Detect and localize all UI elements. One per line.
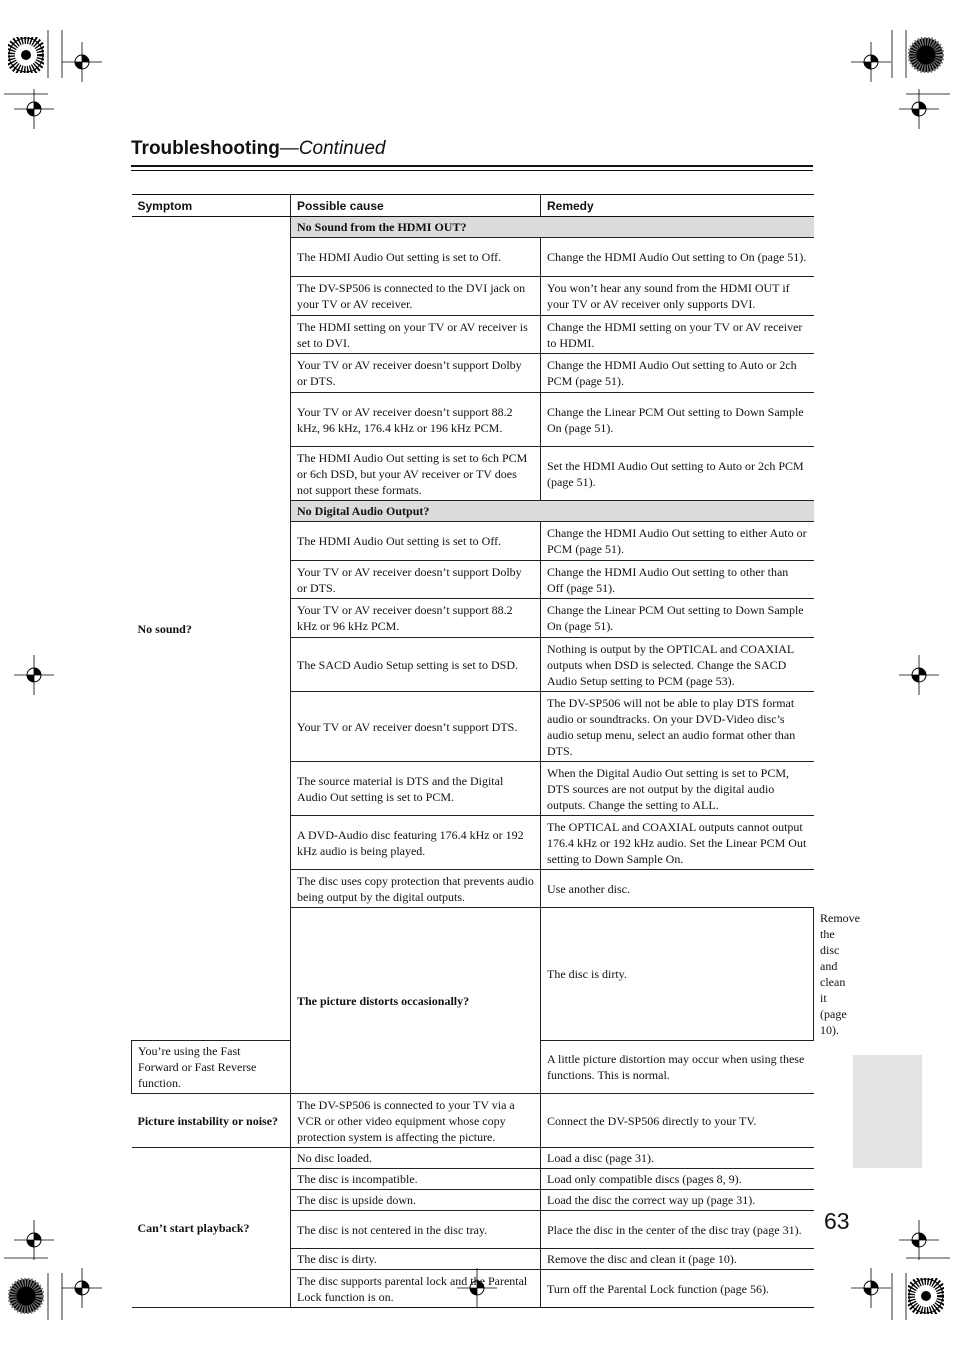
cause-cell: The HDMI setting on your TV or AV receiver is set to DVI. <box>291 316 541 354</box>
symptom-cell: No sound? <box>132 217 291 1041</box>
side-tab <box>853 1055 922 1168</box>
remedy-cell: The DV-SP506 will not be able to play DTS format audio or soundtracks. On your DVD-Video disc’s audio setup menu, select an audio format other than DTS. <box>541 692 814 762</box>
page-title-continued: —Continued <box>279 138 386 159</box>
cause-cell: The disc uses copy protection that prevents audio being output by the digital outputs. <box>291 870 541 908</box>
cause-cell: The disc is dirty. <box>291 1249 541 1270</box>
cause-cell: A DVD-Audio disc featuring 176.4 kHz or 192 kHz audio is being played. <box>291 816 541 870</box>
remedy-cell: You won’t hear any sound from the HDMI OUT if your TV or AV receiver only supports DVI. <box>541 277 814 316</box>
remedy-cell: Turn off the Parental Lock function (page 56). <box>541 1270 814 1308</box>
remedy-cell: When the Digital Audio Out setting is set to PCM, DTS sources are not output by the digital audio outputs. Change the setting to ALL. <box>541 762 814 816</box>
remedy-cell: A little picture distortion may occur when using these functions. This is normal. <box>541 1041 814 1094</box>
remedy-cell: Change the HDMI setting on your TV or AV receiver to HDMI. <box>541 316 814 354</box>
remedy-cell: Change the HDMI Audio Out setting to either Auto or PCM (page 51). <box>541 522 814 561</box>
header-remedy: Remedy <box>541 195 814 217</box>
cause-cell: The disc is not centered in the disc tray. <box>291 1211 541 1249</box>
cause-cell: The source material is DTS and the Digital Audio Out setting is set to PCM. <box>291 762 541 816</box>
remedy-cell: Change the Linear PCM Out setting to Down Sample On (page 51). <box>541 393 814 447</box>
symptom-cell: Picture instability or noise? <box>132 1094 291 1148</box>
remedy-cell: Set the HDMI Audio Out setting to Auto or 2ch PCM (page 51). <box>541 447 814 501</box>
cause-cell: You’re using the Fast Forward or Fast Reverse function. <box>132 1041 291 1094</box>
table-row: The picture distorts occasionally? The disc is dirty. Remove the disc and clean it (page 10). <box>132 908 814 1041</box>
remedy-cell: Change the HDMI Audio Out setting to On (page 51). <box>541 238 814 277</box>
page-title-main: Troubleshooting <box>131 138 280 159</box>
table-header-row <box>132 195 814 217</box>
cause-cell: The disc is upside down. <box>291 1190 541 1211</box>
section-heading: No Digital Audio Output? <box>291 501 814 522</box>
header-possible-cause: Possible cause <box>291 195 541 217</box>
cause-cell: The HDMI Audio Out setting is set to Off. <box>291 522 541 561</box>
table-row <box>132 1094 814 1148</box>
cause-cell: The DV-SP506 is connected to the DVI jack on your TV or AV receiver. <box>291 277 541 316</box>
page-number: 63 <box>824 1208 850 1234</box>
cause-cell: The disc supports parental lock and the Parental Lock function is on. <box>291 1270 541 1308</box>
header-symptom: Symptom <box>132 195 291 217</box>
remedy-cell: Place the disc in the center of the disc tray (page 31). <box>541 1211 814 1249</box>
table-row <box>132 1148 814 1169</box>
cause-cell: The DV-SP506 is connected to your TV via a VCR or other video equipment whose copy protection system is affecting the picture. <box>291 1094 541 1148</box>
remedy-cell: Use another disc. <box>541 870 814 908</box>
cause-cell: Your TV or AV receiver doesn’t support 88.2 kHz, 96 kHz, 176.4 kHz or 196 kHz PCM. <box>291 393 541 447</box>
remedy-cell: Connect the DV-SP506 directly to your TV. <box>541 1094 814 1148</box>
cause-cell: Your TV or AV receiver doesn’t support 88.2 kHz or 96 kHz PCM. <box>291 599 541 638</box>
section-heading: No Sound from the HDMI OUT? <box>291 217 814 238</box>
cause-cell: The disc is dirty. <box>541 908 814 1041</box>
remedy-cell: Change the Linear PCM Out setting to Down Sample On (page 51). <box>541 599 814 638</box>
page-title <box>131 138 385 160</box>
symptom-cell: Can’t start playback? <box>132 1148 291 1308</box>
cause-cell: Your TV or AV receiver doesn’t support Dolby or DTS. <box>291 354 541 393</box>
remedy-cell: Load the disc the correct way up (page 31). <box>541 1190 814 1211</box>
cause-cell: The HDMI Audio Out setting is set to Off. <box>291 238 541 277</box>
remedy-cell: Nothing is output by the OPTICAL and COAXIAL outputs when DSD is selected. Change the SACD Audio Setup setting to PCM (page 53). <box>541 638 814 692</box>
cause-cell: The SACD Audio Setup setting is set to DSD. <box>291 638 541 692</box>
symptom-cell: The picture distorts occasionally? <box>291 908 541 1094</box>
cause-cell: The disc is incompatible. <box>291 1169 541 1190</box>
cause-cell: Your TV or AV receiver doesn’t support DTS. <box>291 692 541 762</box>
remedy-cell: Remove the disc and clean it (page 10). <box>541 1249 814 1270</box>
remedy-cell: Load only compatible discs (pages 8, 9). <box>541 1169 814 1190</box>
cause-cell: No disc loaded. <box>291 1148 541 1169</box>
cause-cell: Your TV or AV receiver doesn’t support Dolby or DTS. <box>291 561 541 599</box>
cause-cell: The HDMI Audio Out setting is set to 6ch PCM or 6ch DSD, but your AV receiver or TV does not support these formats. <box>291 447 541 501</box>
remedy-cell: Change the HDMI Audio Out setting to other than Off (page 51). <box>541 561 814 599</box>
remedy-cell: The OPTICAL and COAXIAL outputs cannot output 176.4 kHz or 192 kHz audio. Set the Linear PCM Out setting to Down Sample On. <box>541 816 814 870</box>
section-row <box>132 217 814 238</box>
remedy-cell: Load a disc (page 31). <box>541 1148 814 1169</box>
remedy-cell: Change the HDMI Audio Out setting to Auto or 2ch PCM (page 51). <box>541 354 814 393</box>
title-rule <box>131 165 813 167</box>
title-rule <box>131 170 813 171</box>
